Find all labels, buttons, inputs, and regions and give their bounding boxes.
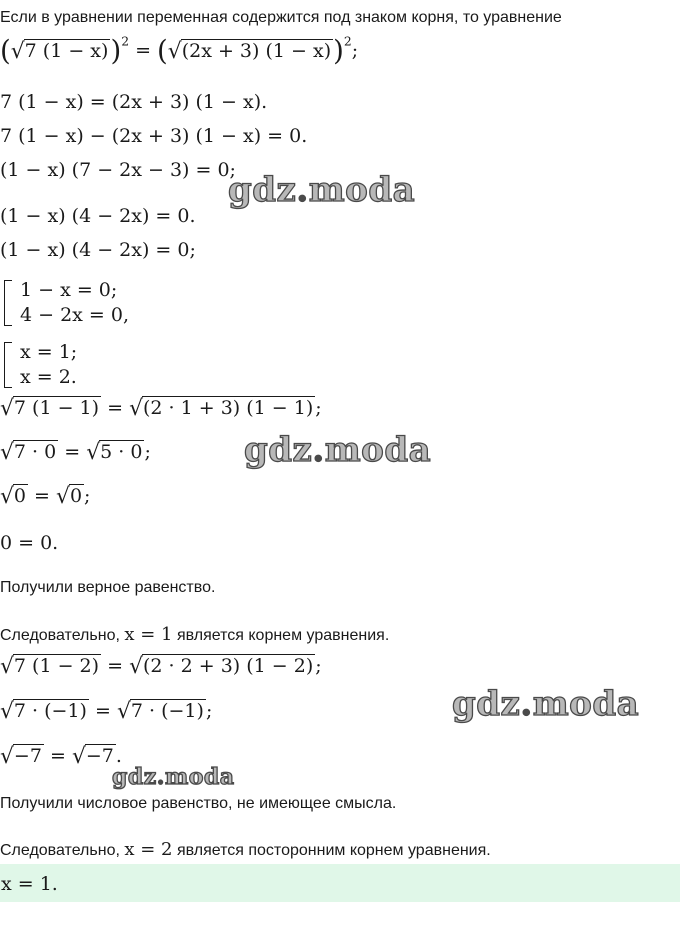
- system-row: 1 − x = 0;: [20, 279, 118, 301]
- system-of-equations-2: [2, 340, 77, 390]
- check-1-line-3: √0 = √0 ;: [0, 484, 91, 510]
- check-2-line-1: √7 (1 − 2) = √(2 · 2 + 3) (1 − 2) ;: [0, 654, 322, 680]
- system-row: 4 − 2x = 0,: [20, 304, 130, 326]
- system-row: x = 2.: [20, 366, 77, 388]
- watermark-logo: gdz.moda: [112, 764, 235, 790]
- system-of-equations-1: [2, 278, 129, 328]
- equation-line-4: (1 − x) (4 − 2x) = 0.: [0, 205, 196, 227]
- intro-text: Если в уравнении переменная содержится под знаком корня, то уравнение: [0, 9, 562, 26]
- squared-equation: (√7 (1 − x))$^2$ = (√(2x + 3) (1 − x))$^2$;: [0, 34, 359, 67]
- result-2-text: Получили числовое равенство, не имеющее смысла.: [0, 795, 397, 812]
- sqrt-lhs: √7 (1 − x): [10, 38, 109, 64]
- result-1-text: Получили верное равенство.: [0, 579, 216, 596]
- bracket-left: [4, 342, 12, 388]
- bracket-left: [4, 280, 12, 326]
- watermark-logo: gdz.moda: [228, 170, 416, 210]
- check-1-line-4: 0 = 0.: [0, 532, 59, 554]
- answer-text: x = 1.: [1, 873, 58, 895]
- conclusion-2: Следовательно, x = 2 является посторонним корнем уравнения.: [0, 839, 491, 860]
- equation-line-5: (1 − x) (4 − 2x) = 0;: [0, 239, 196, 261]
- watermark-logo: gdz.moda: [244, 430, 432, 470]
- equation-line-1: 7 (1 − x) = (2x + 3) (1 − x).: [0, 91, 268, 113]
- check-2-line-3: √−7 = √−7 .: [0, 744, 122, 770]
- check-1-line-1: √7 (1 − 1) = √(2 · 1 + 3) (1 − 1) ;: [0, 396, 322, 422]
- check-1-line-2: √7 · 0 = √5 · 0 ;: [0, 440, 151, 466]
- watermark-logo: gdz.moda: [452, 684, 640, 724]
- equation-line-3: (1 − x) (7 − 2x − 3) = 0;: [0, 159, 236, 181]
- answer-box: [0, 864, 680, 902]
- check-2-line-2: √7 · (−1) = √7 · (−1) ;: [0, 699, 213, 725]
- equation-line-2: 7 (1 − x) − (2x + 3) (1 − x) = 0.: [0, 125, 308, 147]
- sqrt-rhs: √(2x + 3) (1 − x): [167, 38, 332, 64]
- conclusion-1: Следовательно, x = 1 является корнем уравнения.: [0, 624, 390, 645]
- system-row: x = 1;: [20, 341, 78, 363]
